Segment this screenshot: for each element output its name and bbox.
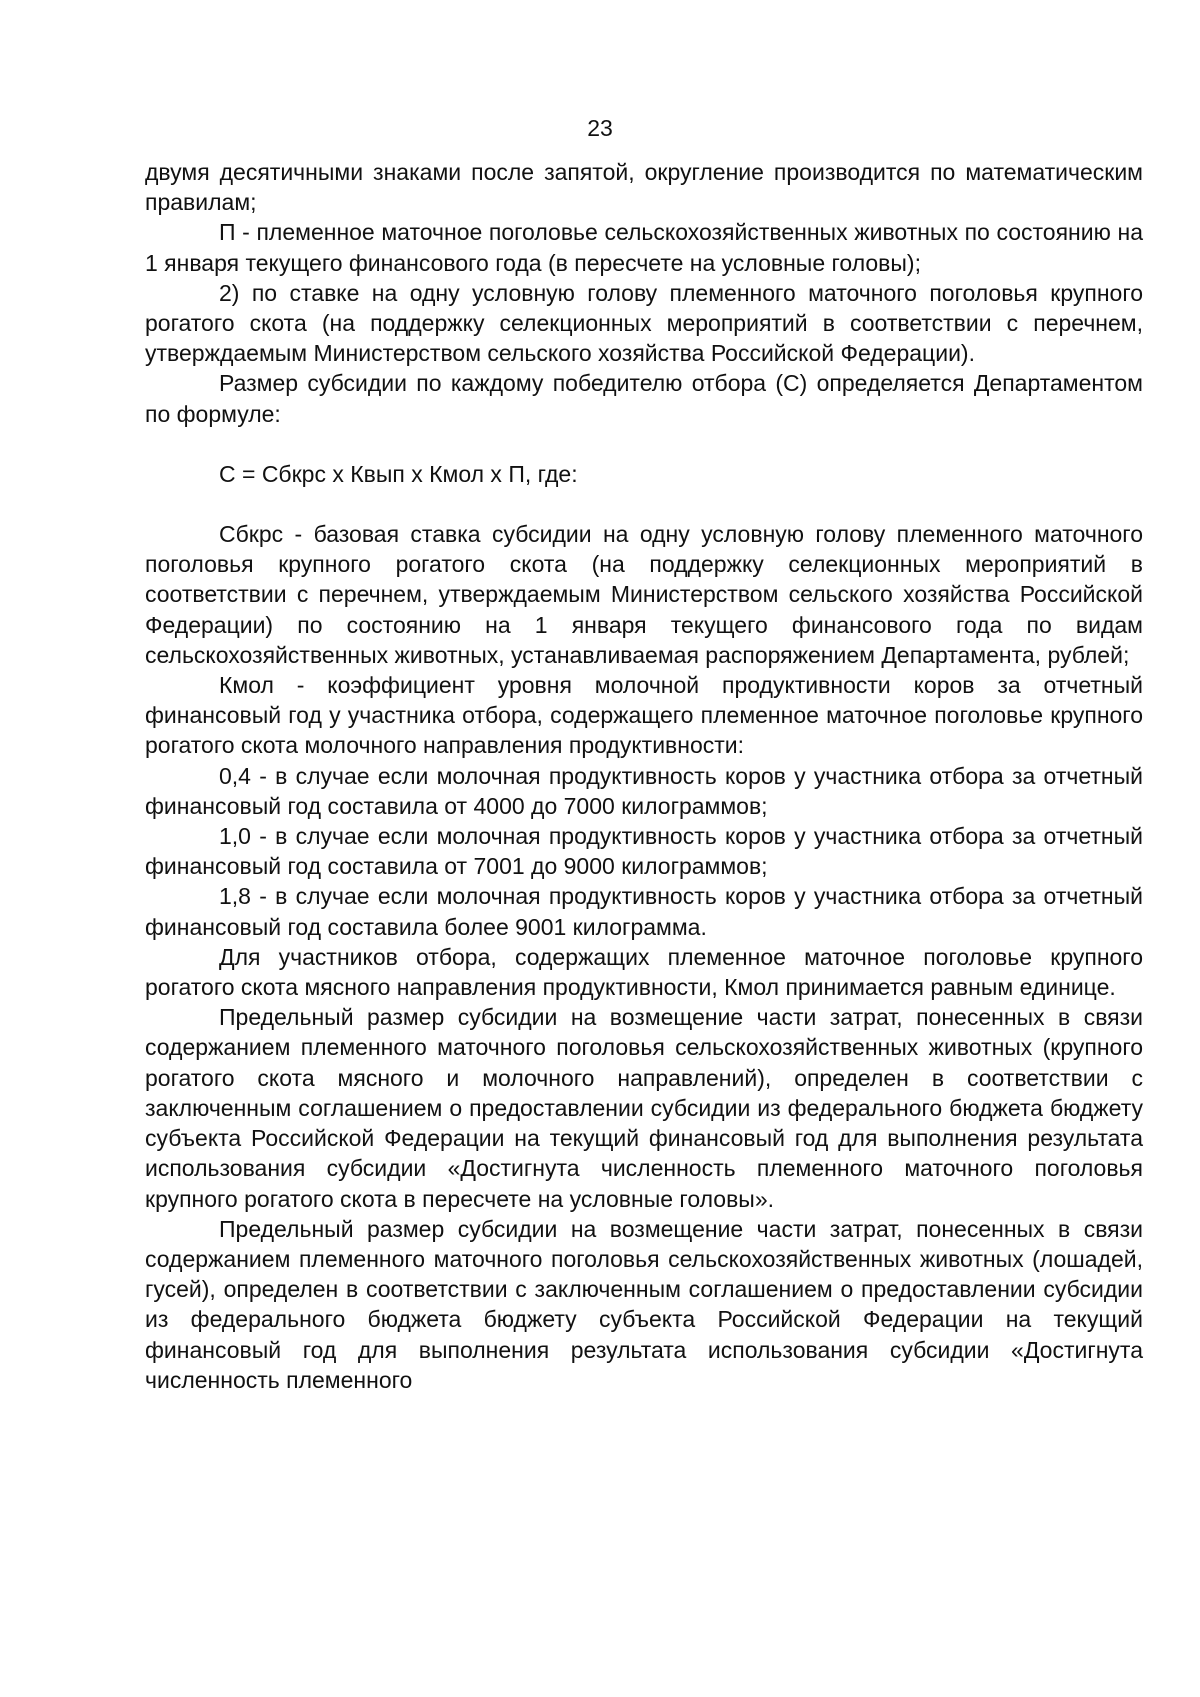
paragraph-kmol-definition: Кмол - коэффициент уровня молочной продуктивности коров за отчетный финансовый год у участника отбора, содержащего племенное маточное поголовье крупного рогатого скота молочного направления продуктивности: xyxy=(145,672,1143,759)
paragraph-p-definition: П - племенное маточное поголовье сельскохозяйственных животных по состоянию на 1 января текущего финансового года (в пересчете на условные головы); xyxy=(145,219,1143,276)
paragraph-limit-horses-geese: Предельный размер субсидии на возмещение части затрат, понесенных в связи содержанием племенного маточного поголовья сельскохозяйственных животных (лошадей, гусей), определен в соответствии с заключенным соглашением о предоставлении субсидии из федерального бюджета бюджету субъекта Российской Федерации на текущий финансовый год для выполнения результата использования субсидии «Достигнута численность племенного xyxy=(145,1215,1143,1393)
paragraph-kmol-18: 1,8 - в случае если молочная продуктивность коров у участника отбора за отчетный финансовый год составила более 9001 килограмма. xyxy=(145,883,1143,940)
paragraph-kmol-10: 1,0 - в случае если молочная продуктивность коров у участника отбора за отчетный финансовый год составила от 7001 до 9000 килограммов; xyxy=(145,823,1143,880)
paragraph-item-2: 2) по ставке на одну условную голову племенного маточного поголовья крупного рогатого скота (на поддержку селекционных мероприятий в соответствии с перечнем, утверждаемым Министерством сельского хозяйства Российской Федерации). xyxy=(145,279,1143,367)
paragraph-kmol-04: 0,4 - в случае если молочная продуктивность коров у участника отбора за отчетный финансовый год составила от 4000 до 7000 килограммов; xyxy=(145,762,1143,819)
formula-line: С = Сбкрс х Квып х Кмол х П, где: xyxy=(219,460,578,487)
paragraph-sbkrs-definition: Сбкрс - базовая ставка субсидии на одну условную голову племенного маточного поголовья крупного рогатого скота (на поддержку селекционных мероприятий в соответствии с перечнем, утверждаемым Министерством сельского хозяйства Российской Федерации) по состоянию на 1 января текущего финансового года по видам сельскохозяйственных животных, устанавливаемая распоряжением Департамента, рублей; xyxy=(145,521,1143,668)
paragraph-meat-direction: Для участников отбора, содержащих племенное маточное поголовье крупного рогатого скота мясного направления продуктивности, Кмол принимается равным единице. xyxy=(145,943,1143,1001)
paragraph-continuation: двумя десятичными знаками после запятой, округление производится по математическим правилам; xyxy=(145,159,1143,216)
paragraph-subsidy-intro: Размер субсидии по каждому победителю отбора (С) определяется Департаментом по формуле: xyxy=(145,370,1143,427)
paragraph-limit-cattle: Предельный размер субсидии на возмещение части затрат, понесенных в связи содержанием племенного маточного поголовья сельскохозяйственных животных (крупного рогатого скота мясного и молочного направлений), определен в соответствии с заключенным соглашением о предоставлении субсидии из федерального бюджета бюджету субъекта Российской Федерации на текущий финансовый год для выполнения результата использования субсидии «Достигнута численность племенного маточного поголовья крупного рогатого скота в пересчете на условные головы». xyxy=(145,1004,1143,1212)
page-number: 23 xyxy=(587,115,613,141)
document-body xyxy=(145,157,1143,1395)
